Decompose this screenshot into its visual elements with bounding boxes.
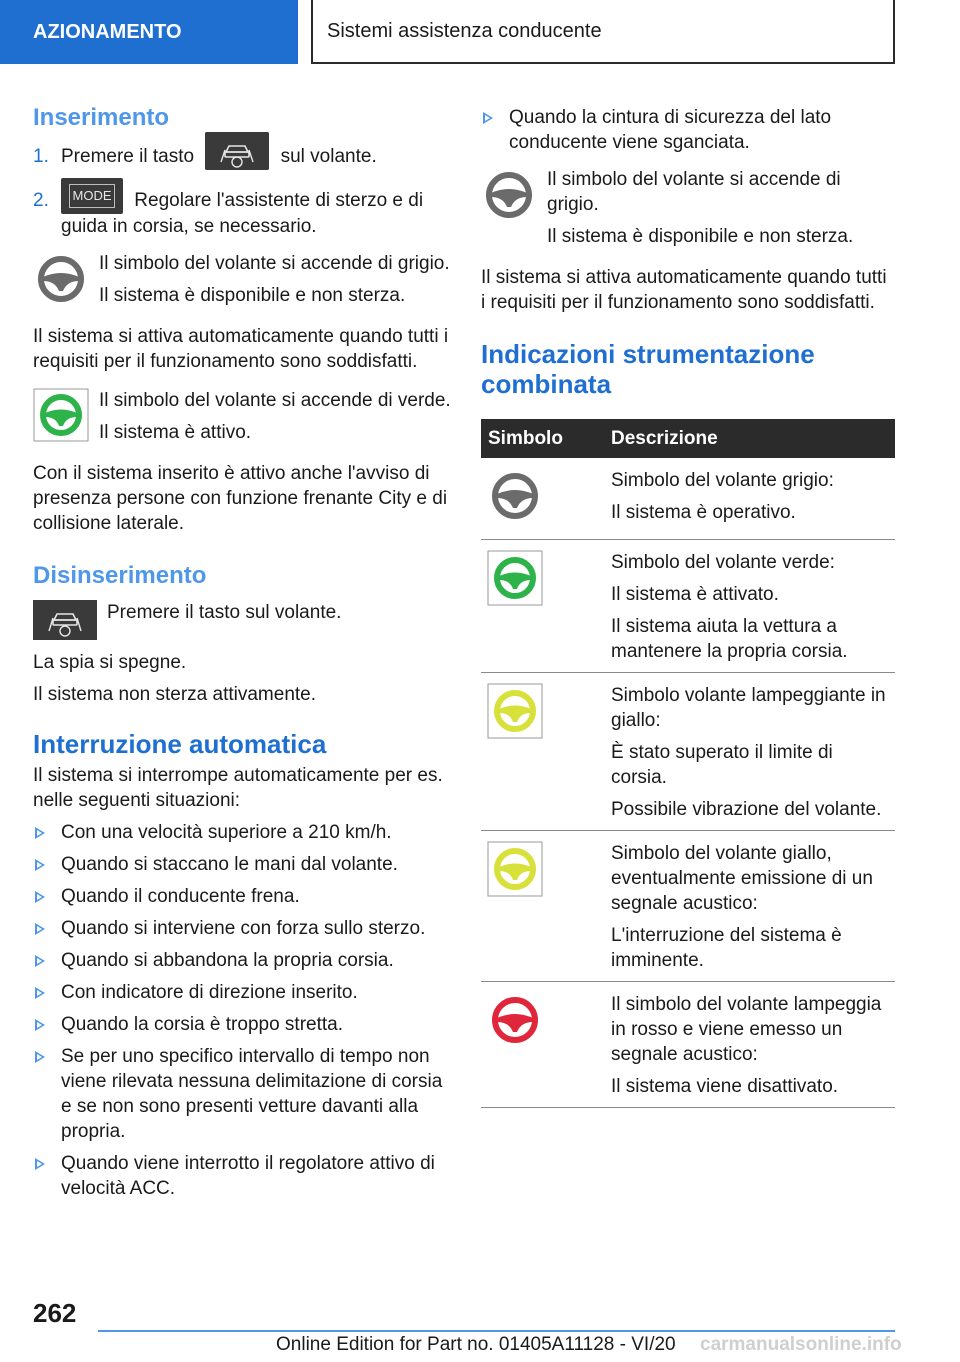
city-warning-text: Con il sistema inserito è attivo anche l'avviso di presenza persone con funzione frenante City e di collisione laterale. — [33, 463, 448, 534]
symbol-cell — [481, 831, 604, 982]
list-item: Quando il conducente frena. — [33, 884, 451, 909]
list-item: Quando la cintura di sicurezza del lato conducente viene sganciata. — [481, 105, 895, 155]
step-1-text-a: Premere il tasto — [61, 146, 195, 168]
grey-status-line1: Il simbolo del volante si accende di grigio. — [547, 169, 841, 215]
header-descrizione: Descrizione — [604, 419, 895, 458]
deactivate-row — [33, 600, 451, 640]
chapter-title: Sistemi assistenza conducente — [327, 19, 602, 42]
green-status-row — [33, 388, 451, 445]
section-title: AZIONAMENTO — [33, 20, 182, 43]
table-row — [481, 831, 895, 982]
bullet-triangle-icon — [35, 827, 45, 839]
heading-disinserimento: Disinserimento — [33, 562, 207, 589]
auto-activation-text: Il sistema si attiva automaticamente quando tutti i requisiti per il funzionamento sono soddisfatti. — [481, 267, 887, 313]
list-item: Quando viene interrotto il regolatore attivo di velocità ACC. — [33, 1151, 451, 1201]
steering-wheel-grey-icon — [481, 167, 541, 223]
header-simbolo: Simbolo — [481, 419, 604, 458]
table-row — [481, 458, 895, 540]
steps-list — [33, 144, 451, 239]
step-1-number: 1. — [33, 146, 49, 167]
deactivate-text: Premere il tasto sul volante. — [107, 602, 342, 623]
bullet-triangle-icon — [35, 1019, 45, 1031]
table-row — [481, 982, 895, 1108]
bullet-triangle-icon — [483, 112, 493, 124]
grey-status-line1: Il simbolo del volante si accende di grigio. — [99, 253, 450, 274]
right-column — [481, 100, 895, 1108]
assist-button-icon — [205, 132, 269, 170]
table-header-row — [481, 419, 895, 458]
steering-wheel-grey-icon — [33, 251, 93, 307]
bullet-triangle-icon — [35, 1158, 45, 1170]
symbol-cell — [481, 540, 604, 673]
steering-wheel-red-icon — [487, 992, 547, 1048]
mode-button-icon — [61, 178, 123, 214]
description-cell: Il simbolo del volante lampeggia in rosso e viene emesso un segnale acustico: Il sistema viene disattivato. — [604, 982, 895, 1108]
symbol-cell — [481, 458, 604, 540]
list-item: Quando si abbandona la propria corsia. — [33, 948, 451, 973]
assist-button-icon — [33, 600, 97, 640]
left-column — [33, 100, 451, 1201]
bullet-triangle-icon — [35, 859, 45, 871]
description-cell: Simbolo volante lampeggiante in giallo: È stato superato il limite di corsia. Possibile vibrazione del volante. — [604, 673, 895, 831]
interruption-list-continued — [481, 105, 895, 155]
list-item: Con una velocità superiore a 210 km/h. — [33, 820, 451, 845]
grey-status-line2: Il sistema è disponibile e non sterza. — [99, 285, 406, 306]
description-cell: Simbolo del volante grigio: Il sistema è operativo. — [604, 458, 895, 540]
list-item: Quando si interviene con forza sullo sterzo. — [33, 916, 451, 941]
chapter-header — [311, 0, 895, 64]
bullet-triangle-icon — [35, 891, 45, 903]
symbol-cell — [481, 673, 604, 831]
footer-divider — [98, 1330, 895, 1332]
interruption-intro: Il sistema si interrompe automaticamente per es. nelle seguenti situazioni: — [33, 765, 443, 811]
edition-info: Online Edition for Part no. 01405A11128 - VI/20 — [276, 1334, 676, 1355]
green-status-line1: Il simbolo del volante si accende di verde. — [99, 390, 451, 411]
deactivate-line2: Il sistema non sterza attivamente. — [33, 684, 317, 705]
watermark: carmanualsonline.info — [700, 1334, 902, 1355]
step-2-text: Regolare l'assistente di sterzo e di guida in corsia, se necessario. — [61, 190, 424, 237]
heading-inserimento: Inserimento — [33, 104, 170, 131]
list-item: Con indicatore di direzione inserito. — [33, 980, 451, 1005]
heading-indicazioni: Indicazioni strumentazione combinata — [481, 339, 815, 399]
page-number: 262 — [33, 1298, 77, 1328]
step-2-number: 2. — [33, 190, 49, 211]
description-cell: Simbolo del volante verde: Il sistema è attivato. Il sistema aiuta la vettura a mantenere la propria corsia. — [604, 540, 895, 673]
grey-status-row-right — [481, 167, 895, 249]
steering-wheel-yellow-icon — [487, 841, 547, 897]
green-status-line2: Il sistema è attivo. — [99, 422, 252, 443]
symbol-cell — [481, 982, 604, 1108]
steering-wheel-green-icon — [33, 388, 93, 444]
steering-wheel-yellow-blinking-icon — [487, 683, 547, 739]
bullet-triangle-icon — [35, 955, 45, 967]
bullet-triangle-icon — [35, 923, 45, 935]
steering-wheel-grey-icon — [487, 468, 547, 524]
steering-wheel-green-icon — [487, 550, 547, 606]
deactivate-line1: La spia si spegne. — [33, 652, 187, 673]
heading-interruzione: Interruzione automatica — [33, 729, 327, 759]
step-1-text-b: sul volante. — [280, 146, 377, 168]
auto-activation-text: Il sistema si attiva automaticamente quando tutti i requisiti per il funzionamento sono soddisfatti. — [33, 326, 449, 372]
list-item: Quando la corsia è troppo stretta. — [33, 1012, 451, 1037]
grey-status-line2: Il sistema è disponibile e non sterza. — [547, 226, 854, 247]
section-tab — [0, 0, 298, 64]
symbol-table — [481, 419, 895, 1108]
mode-button-label: MODE — [69, 184, 115, 208]
step-2 — [33, 188, 451, 239]
grey-status-row — [33, 251, 451, 308]
list-item: Se per uno specifico intervallo di tempo non viene rilevata nessuna delimitazione di corsia e se non sono presenti vetture davanti alla propria. — [33, 1044, 451, 1144]
interruption-list — [33, 820, 451, 1201]
list-item: Quando si staccano le mani dal volante. — [33, 852, 451, 877]
description-cell: Simbolo del volante giallo, eventualmente emissione di un segnale acustico: L'interruzione del sistema è imminente. — [604, 831, 895, 982]
table-row — [481, 673, 895, 831]
bullet-triangle-icon — [35, 987, 45, 999]
bullet-triangle-icon — [35, 1051, 45, 1063]
table-row — [481, 540, 895, 673]
